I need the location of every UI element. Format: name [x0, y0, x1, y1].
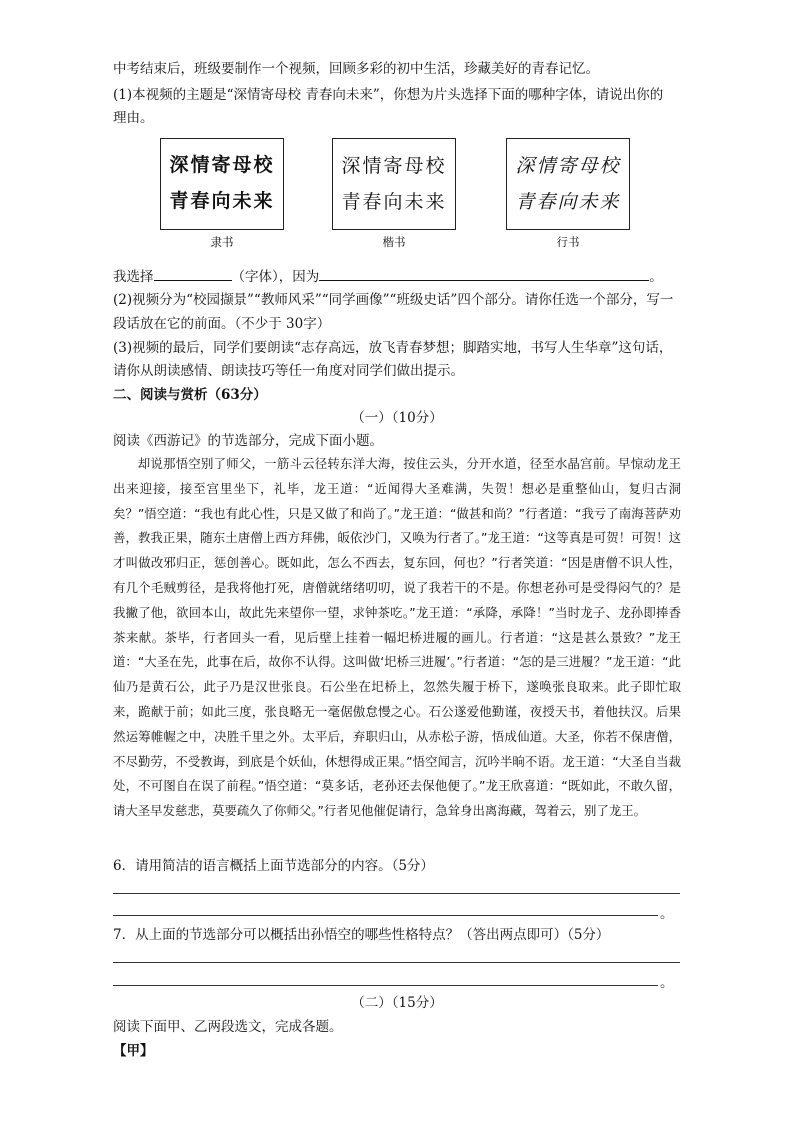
font-choice-blank[interactable] — [154, 266, 232, 281]
font-sample-row: 青春向未来 — [515, 191, 621, 213]
font-sample-row: 青春向未来 — [169, 191, 275, 212]
answer-middle: （字体），因为 — [231, 269, 320, 285]
section-2-title: 二、阅读与赏析（63分） — [113, 387, 267, 403]
question-1-line-2: 理由。 — [113, 110, 154, 126]
part-2-heading: （二）（15分） — [351, 995, 443, 1011]
part-2-label: 【甲】 — [113, 1043, 154, 1059]
answer-end: 。 — [649, 269, 663, 285]
answer-line-7b[interactable] — [113, 985, 658, 986]
font-sample-kaishu — [332, 138, 456, 230]
question-1-line-1: (1)本视频的主题是“深情寄母校 青春向未来”，你想为片头选择下面的哪种字体，请说出你的 — [113, 87, 664, 103]
answer-line-6a[interactable] — [113, 893, 680, 894]
font-sample-row: 深情寄母校 — [341, 155, 447, 177]
xiyouji-passage — [113, 452, 681, 824]
font-caption-xingshu: 行书 — [556, 235, 580, 249]
font-sample-row: 青春向未来 — [341, 191, 447, 213]
font-sample-xingshu — [506, 138, 630, 230]
intro-text: 中考结束后，班级要制作一个视频，回顾多彩的初中生活，珍藏美好的青春记忆。 — [113, 61, 599, 77]
font-sample-row: 深情寄母校 — [169, 155, 275, 176]
part-2-instruction: 阅读下面甲、乙两段选文，完成各题。 — [113, 1019, 343, 1035]
question-3-line-2: 请你从朗读感情、朗读技巧等任一角度对同学们做出提示。 — [113, 363, 464, 379]
font-caption-lishu: 隶书 — [210, 235, 234, 249]
answer-prefix: 我选择 — [113, 269, 154, 285]
font-caption-kaishu: 楷书 — [382, 235, 406, 249]
answer-line-6b[interactable] — [113, 915, 658, 916]
question-6: 6．请用简洁的语言概括上面节选部分的内容。（5分） — [113, 858, 434, 874]
reason-blank[interactable] — [319, 266, 649, 281]
question-3-line-1: (3)视频的最后，同学们要朗读“志存高远，放飞青春梦想；脚踏实地，书写人生华章”这句话， — [113, 340, 673, 356]
question-7: 7．从上面的节选部分可以概括出孙悟空的哪些性格特点？（答出两点即可）（5分） — [113, 927, 610, 943]
question-2-line-1: (2)视频分为“校园撷景”“教师风采”“同学画像”“班级史话”四个部分。请你任选一个部分，写一 — [113, 292, 674, 308]
part-1-heading: （一）（10分） — [351, 410, 443, 426]
answer-line — [113, 266, 663, 286]
passage-text: 却说那悟空别了师父，一筋斗云径转东洋大海，按住云头，分开水道，径至水晶宫前。早惊动龙王出来迎接，接至宫里坐下，礼毕，龙王道：“近闻得大圣难满，失贺！想必是重整仙山，复归古洞矣？”悟空道：“我也有此心性，只是又做了和尚了。”龙王道：“做甚和尚？”行者道：“我亏了南海菩萨劝善，教我正果，随东土唐僧上西方拜佛，皈依沙门，又唤为行者了。”龙王道：“这等真是可贺！可贺！这才叫做改邪归正，惩创善心。既如此，怎么不西去，复东回，何也？”行者笑道：“因是唐僧不识人性，有几个毛贼剪径，是我将他打死，唐僧就绪绪叨叨，说了我若干的不是。你想老孙可是受得闷气的？是我撇了他，欲回本山，故此先来望你一望，求钟茶吃。”龙王道：“承降，承降！”当时龙子、龙孙即捧香茶来献。茶毕，行者回头一看，见后壁上挂着一幅圯桥进履的画儿。行者道：“这是甚么景致？”龙王道：“大圣在先，此事在后，故你不认得。这叫做‘圯桥三进履’。”行者道：“怎的是三进履？”龙王道：“此仙乃是黄石公，此子乃是汉世张良。石公坐在圯桥上，忽然失履于桥下，遂唤张良取来。此子即忙取来，跪献于前；如此三度，张良略无一毫倨傲怠慢之心。石公遂爱他勤谨，夜授天书，着他扶汉。后果然运筹帷幄之中，决胜千里之外。太平后，弃职归山，从赤松子游，悟成仙道。大圣，你若不保唐僧，不尽勤劳，不受教诲，到底是个妖仙，休想得成正果。”悟空闻言，沉吟半晌不语。龙王道：“大圣自当裁处，不可图自在误了前程。”悟空道：“莫多话，老孙还去保他便了。”龙王欣喜道：“既如此，不敢久留，请大圣早发慈悲，莫要疏久了你师父。”行者见他催促请行，急耸身出离海藏，驾着云，别了龙王。 — [113, 456, 681, 819]
part-1-instruction: 阅读《西游记》的节选部分，完成下面小题。 — [113, 433, 383, 449]
answer-line-7a[interactable] — [113, 962, 680, 963]
font-sample-row: 深情寄母校 — [515, 155, 621, 177]
period-7: 。 — [660, 975, 674, 991]
question-2-line-2: 段话放在它的前面。（不少于 30字） — [113, 316, 331, 332]
font-sample-lishu — [160, 138, 284, 230]
period-6: 。 — [660, 906, 674, 922]
